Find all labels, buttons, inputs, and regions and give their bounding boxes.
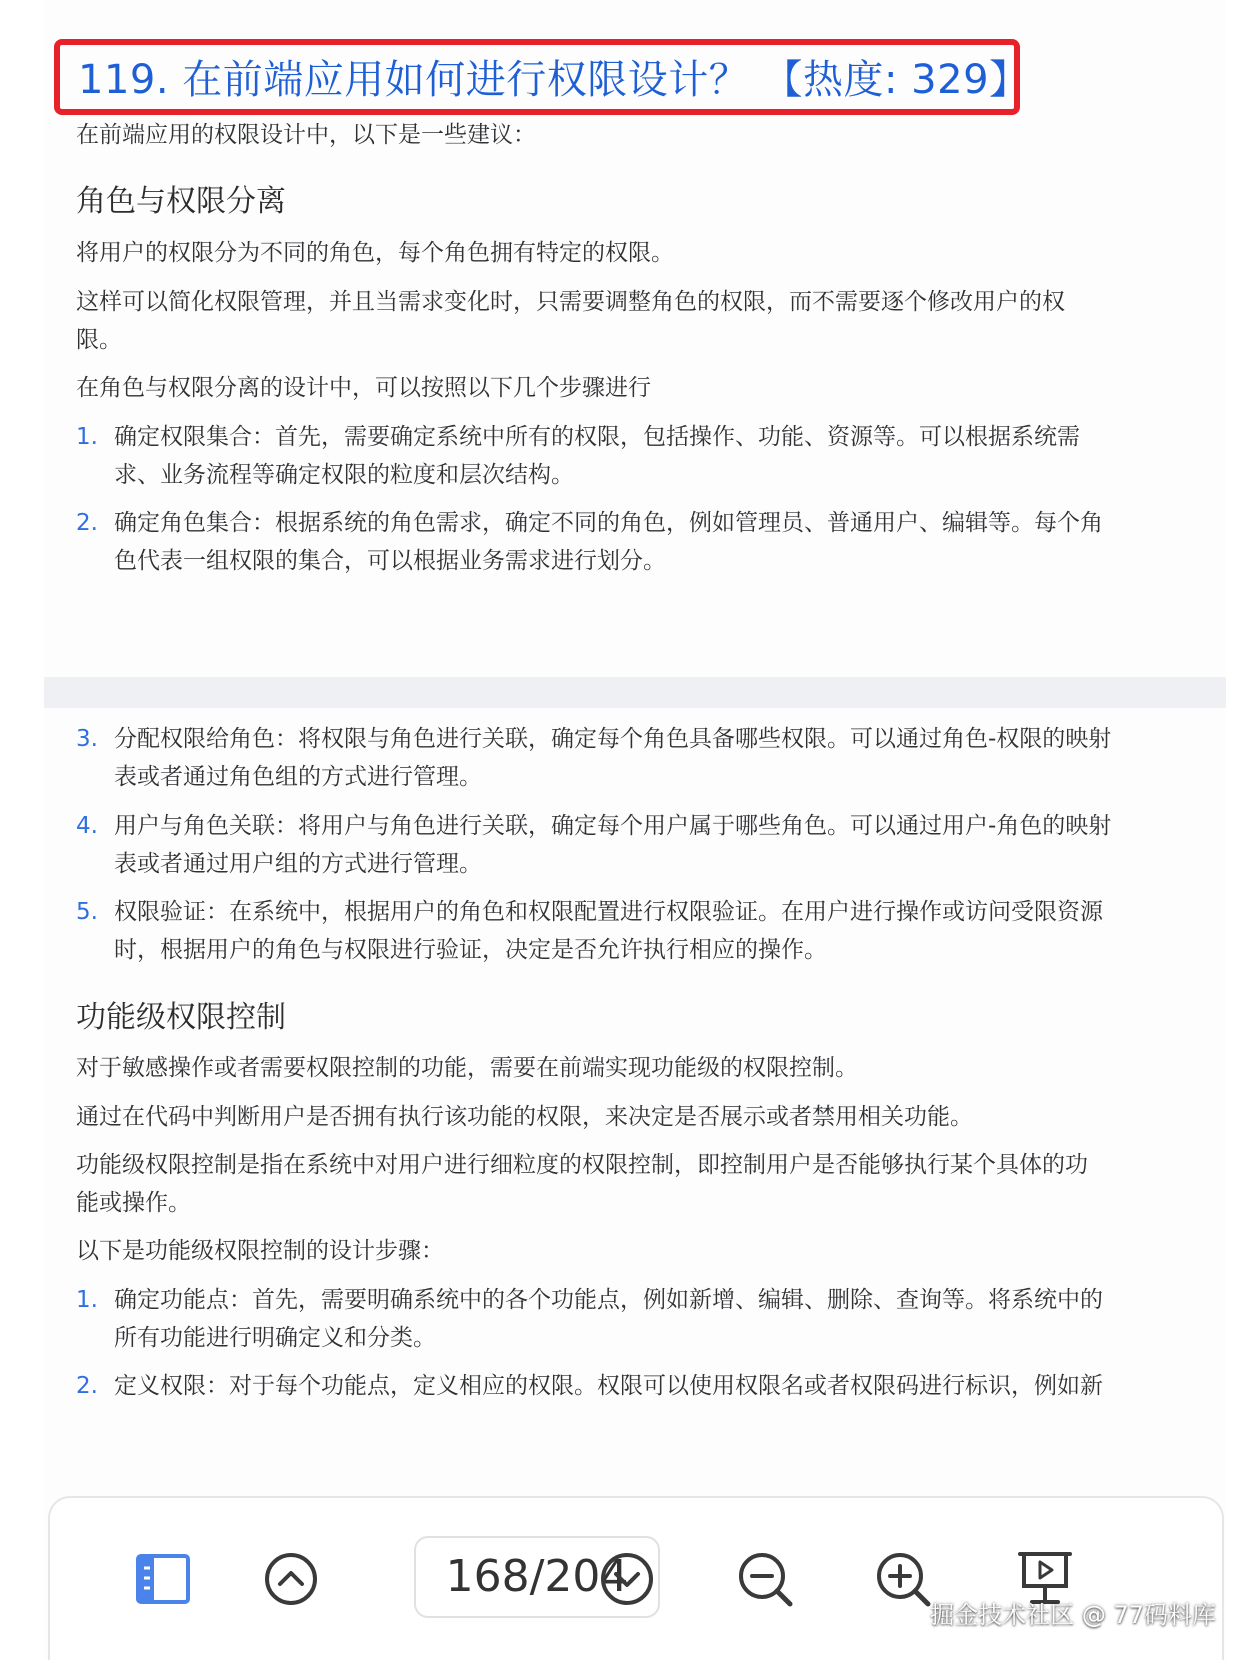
intro-text: 在前端应用的权限设计中，以下是一些建议： [76,122,536,148]
list-text: 定义权限：对于每个功能点，定义相应的权限。权限可以使用权限名或者权限码进行标识，例如新 [114,1373,1103,1399]
page-indicator[interactable]: 168/204 [414,1536,660,1618]
list-number: 1. [76,1287,98,1313]
zoom-in-icon[interactable] [870,1546,936,1612]
list-text: 权限验证：在系统中，根据用户的角色和权限配置进行权限验证。在用户进行操作或访问受限资源 [114,899,1103,925]
list-text: 所有功能进行明确定义和分类。 [114,1325,436,1351]
list-text: 表或者通过用户组的方式进行管理。 [114,851,482,877]
list-number: 5. [76,899,98,925]
section1-paragraph: 在角色与权限分离的设计中，可以按照以下几个步骤进行 [76,375,651,401]
section2-paragraph: 通过在代码中判断用户是否拥有执行该功能的权限，来决定是否展示或者禁用相关功能。 [76,1104,973,1130]
list-text: 用户与角色关联：将用户与角色进行关联，确定每个用户属于哪些角色。可以通过用户-角色的映射 [114,813,1112,839]
section2-paragraph: 以下是功能级权限控制的设计步骤： [76,1238,444,1264]
list-text: 确定角色集合：根据系统的角色需求，确定不同的角色，例如管理员、普通用户、编辑等。每个角 [114,510,1103,536]
list-number: 3. [76,726,98,752]
section1-paragraph: 将用户的权限分为不同的角色，每个角色拥有特定的权限。 [76,240,674,266]
watermark: 掘金技术社区 @ 77码料库 [930,1601,1216,1629]
list-text: 求、业务流程等确定权限的粒度和层次结构。 [114,462,574,488]
list-text: 确定功能点：首先，需要明确系统中的各个功能点，例如新增、编辑、删除、查询等。将系统中的 [114,1287,1103,1313]
page-separator [44,677,1226,708]
chevron-down-icon[interactable] [594,1546,660,1612]
list-text: 确定权限集合：首先，需要确定系统中所有的权限，包括操作、功能、资源等。可以根据系统需 [114,424,1080,450]
list-text: 时，根据用户的角色与权限进行验证，决定是否允许执行相应的操作。 [114,937,827,963]
list-text: 分配权限给角色：将权限与角色进行关联，确定每个角色具备哪些权限。可以通过角色-权限的映射 [114,726,1112,752]
section2-paragraph: 对于敏感操作或者需要权限控制的功能，需要在前端实现功能级的权限控制。 [76,1055,858,1081]
reader-toolbar [48,1496,1224,1660]
zoom-out-icon[interactable] [732,1546,798,1612]
list-number: 2. [76,1373,98,1399]
list-text: 表或者通过角色组的方式进行管理。 [114,764,482,790]
section2-paragraph: 功能级权限控制是指在系统中对用户进行细粒度的权限控制，即控制用户是否能够执行某个具体的功 [76,1152,1088,1178]
section2-paragraph: 能或操作。 [76,1190,191,1216]
list-number: 4. [76,813,98,839]
list-number: 1. [76,424,98,450]
section1-paragraph: 这样可以简化权限管理，并且当需求变化时，只需要调整角色的权限，而不需要逐个修改用户的权 [76,289,1065,315]
sidebar-toggle-icon[interactable] [130,1546,196,1612]
section2-heading: 功能级权限控制 [76,1000,286,1035]
list-text: 色代表一组权限的集合，可以根据业务需求进行划分。 [114,548,666,574]
section1-paragraph: 限。 [76,327,122,353]
section1-heading: 角色与权限分离 [76,184,286,219]
document-title: 119. 在前端应用如何进行权限设计？ 【热度: 329】 [78,57,1030,103]
list-number: 2. [76,510,98,536]
chevron-up-icon[interactable] [258,1546,324,1612]
